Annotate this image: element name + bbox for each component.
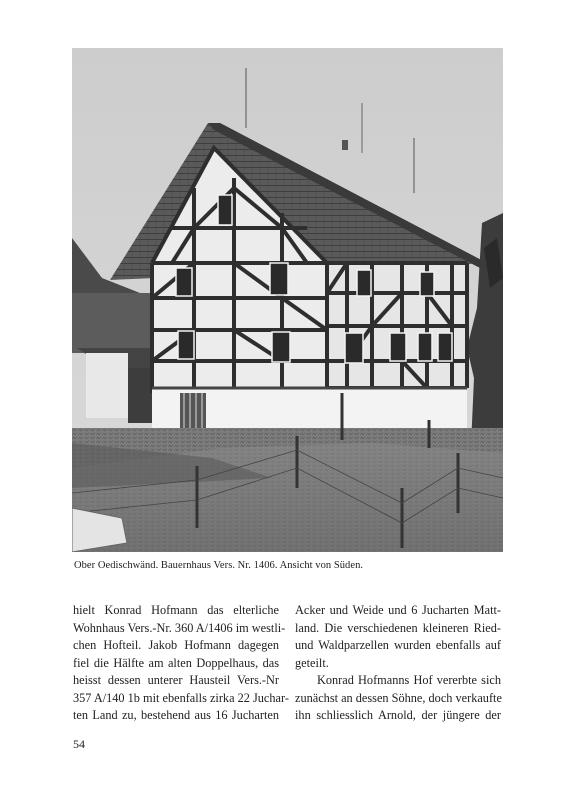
text-line: fiel die Hälfte am alten Doppelhaus, das — [73, 655, 279, 670]
text-line: Acker und Weide und 6 Jucharten Matt- — [295, 603, 501, 617]
text-line: geteilt. — [295, 655, 329, 670]
text-line: heisst dessen unterer Hausteil Vers.-Nr — [73, 673, 279, 687]
text-line: ten Land zu, bestehend aus 16 Jucharten — [73, 708, 279, 722]
text-line: Wohnhaus Vers.-Nr. 360 A/1406 im westli- — [73, 620, 286, 635]
body-text-left-column — [73, 602, 289, 725]
text-line: chen Hofteil. Jakob Hofmann dagegen — [73, 638, 279, 652]
text-line: ihn schliesslich Arnold, der jüngere der — [295, 708, 501, 722]
farmhouse-photo — [72, 48, 503, 552]
text-line: zunächst an dessen Söhne, doch verkaufte — [295, 690, 502, 705]
text-line: 357 A/140 1b mit ebenfalls zirka 22 Juchar- — [73, 690, 289, 705]
text-line: land. Die verschiedenen kleineren Ried- — [295, 620, 501, 635]
body-text-right-column — [295, 602, 501, 725]
text-line: hielt Konrad Hofmann das elterliche — [73, 603, 279, 617]
page-number: 54 — [73, 737, 85, 751]
text-line: Konrad Hofmanns Hof vererbte sich — [317, 673, 501, 687]
figure-caption: Ober Oedischwänd. Bauernhaus Vers. Nr. 1406. Ansicht von Süden. — [74, 560, 364, 571]
text-line: und Waldparzellen wurden ebenfalls auf — [295, 638, 501, 652]
farmhouse-photo-drawing — [72, 48, 503, 552]
